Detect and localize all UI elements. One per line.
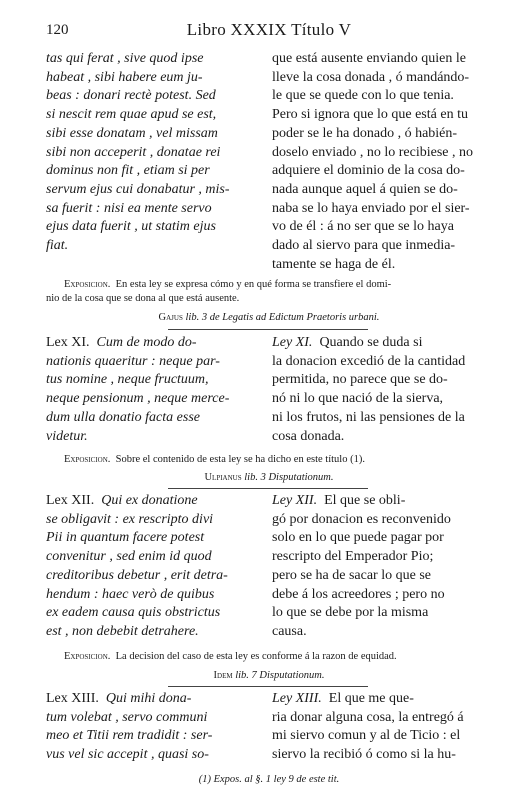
text-line: vo de él : á no ser que se lo haya [272, 219, 454, 235]
text-line: doselo enviado , no lo recibiese , no [272, 144, 474, 160]
source-citation [46, 670, 492, 681]
text-line: videtur. [46, 428, 88, 444]
law-label: Lex XIII. [46, 691, 99, 706]
text-line: solo en lo que puede pagar por [272, 530, 444, 546]
law-xii [46, 492, 492, 642]
latin-column [46, 50, 258, 274]
note-label: Exposicion. [64, 279, 111, 290]
text-line: est , non debebit detrahere. [46, 623, 199, 639]
text-line: lleve la cosa donada , ó mandándo- [272, 69, 470, 85]
text-line: Pero si ignora que lo que está en tu [272, 107, 468, 123]
text-line: que está ausente enviando quien le [272, 51, 466, 66]
text-line: pero se ha de sacar lo que se [272, 567, 431, 583]
text-line: tamente se haga de él. [272, 256, 396, 272]
text-line: beas : donari rectè potest. Sed [46, 88, 216, 104]
law-xiii [46, 690, 492, 765]
spanish-column [272, 334, 492, 446]
text-line: Qui mihi dona- [105, 691, 192, 706]
text-line: dominus non fit , etiam si per [46, 163, 210, 179]
text-line: habeat , sibi habere eum ju- [46, 69, 203, 85]
text-line: se obligavit : ex rescripto divi [46, 511, 214, 527]
text-line: creditoribus debetur , erit detra- [46, 567, 228, 583]
text-line: naba se lo haya enviado por el sier- [272, 200, 470, 216]
text-line: dado al siervo para que inmedia- [272, 238, 456, 254]
note-text: En esta ley se expresa cómo y en qué forma se transfiere el domi- [115, 279, 392, 290]
text-line: nationis quaeritur : neque par- [46, 353, 220, 369]
latin-column [46, 690, 258, 765]
exposition-note [46, 278, 492, 306]
note-label: Exposicion. [64, 651, 111, 662]
text-line: ria donar alguna cosa, la entregó á [272, 709, 464, 725]
note-text: Sobre el contenido de esta ley se ha dicho en este título (1). [115, 454, 365, 465]
text-line: sa fuerit : nisi ea mente servo [46, 200, 212, 216]
text-line: tum volebat , servo communi [46, 709, 208, 725]
citation-author: Idem [213, 670, 233, 681]
text-line: dum ulla donatio facta esse [46, 409, 200, 425]
spanish-column [272, 492, 492, 642]
text-line: debe á los acreedores ; pero no [272, 586, 445, 602]
page-header [46, 20, 492, 44]
text-line: adquiere el dominio de la cosa do- [272, 163, 465, 179]
text-line: tas qui ferat , sive quod ipse [46, 51, 204, 66]
spanish-column [272, 690, 492, 765]
law-label: Lex XII. [46, 493, 95, 508]
text-line: siervo la recibió ó como si la hu- [272, 747, 456, 763]
text-line: Pii in quantum facere potest [46, 530, 205, 546]
text-line: tus nomine , neque fructuum, [46, 372, 209, 388]
text-line: si nescit rem quae apud se est, [46, 107, 217, 123]
law-label: Lex XI. [46, 335, 90, 350]
text-line: meo et Titii rem tradidit : ser- [46, 728, 213, 744]
text-line: hendum : haec verò de quibus [46, 586, 215, 602]
footnote [46, 774, 492, 785]
running-title: Libro XXXIX Título V [186, 20, 352, 39]
text-line: nada aunque aquel á quien se do- [272, 181, 458, 197]
law-xi [46, 334, 492, 446]
divider [168, 686, 368, 687]
text-line: convenitur , sed enim id quod [46, 549, 212, 565]
text-line: causa. [272, 623, 307, 639]
text-line: rescripto del Emperador Pio; [272, 549, 434, 565]
text-line: Qui ex donatione [101, 493, 198, 508]
citation-work: lib. 3 de Legatis ad Edictum Praetoris urbani. [185, 312, 380, 323]
law-label: Ley XI. [272, 335, 313, 350]
text-line: vus vel sic accepit , quasi so- [46, 747, 209, 763]
law-label: Ley XII. [272, 493, 318, 508]
citation-work: lib. 3 Disputationum. [244, 472, 334, 483]
latin-column [46, 492, 258, 642]
latin-column [46, 334, 258, 446]
text-line: servum ejus cui donabatur , mis- [46, 181, 230, 197]
text-line: El que me que- [328, 691, 414, 706]
text-line: Quando se duda si [319, 335, 423, 350]
text-line: ni los frutos, ni las pensiones de la [272, 409, 465, 425]
text-line: permitida, no parece que se do- [272, 372, 448, 388]
footnote-text: (1) Expos. al §. 1 ley 9 de este tit. [198, 774, 340, 785]
text-line: lo que se debe por la misma [272, 605, 429, 621]
text-line: le que se quede con lo que tenia. [272, 88, 454, 104]
citation-author: Gajus [158, 312, 183, 323]
text-line: fiat. [46, 238, 69, 254]
text-line: gó por donacion es reconvenido [272, 511, 451, 527]
text-line: sibi esse donatam , vel missam [46, 125, 218, 141]
text-line: ex eadem causa quis obstrictus [46, 605, 221, 621]
source-citation [46, 312, 492, 323]
page-number: 120 [46, 22, 69, 38]
block-continuation [46, 50, 492, 274]
note-label: Exposicion. [64, 454, 111, 465]
source-citation [46, 472, 492, 483]
exposition-note [46, 650, 492, 664]
text-line: neque pensionum , neque merce- [46, 391, 230, 407]
text-line: ejus data fuerit , ut statim ejus [46, 219, 216, 235]
text-line: cosa donada. [272, 428, 345, 444]
divider [168, 329, 368, 330]
text-line: la donacion excedió de la cantidad [272, 353, 466, 369]
citation-author: Ulpianus [204, 472, 242, 483]
text-line: sibi non acceperit , donatae rei [46, 144, 221, 160]
text-line: mi siervo comun y al de Ticio : el [272, 728, 461, 744]
text-line: El que se obli- [324, 493, 406, 508]
spanish-column [272, 50, 492, 274]
citation-work: lib. 7 Disputationum. [235, 670, 325, 681]
law-label: Ley XIII. [272, 691, 322, 706]
text-line: poder se le ha donado , ó habién- [272, 125, 458, 141]
text-line: Cum de modo do- [96, 335, 197, 350]
divider [168, 488, 368, 489]
note-text: nio de la cosa que se dona al que está ausente. [46, 293, 240, 304]
exposition-note [46, 453, 492, 467]
note-text: La decision del caso de esta ley es conforme á la razon de equidad. [115, 651, 397, 662]
text-line: nó ni lo que nació de la sierva, [272, 391, 444, 407]
